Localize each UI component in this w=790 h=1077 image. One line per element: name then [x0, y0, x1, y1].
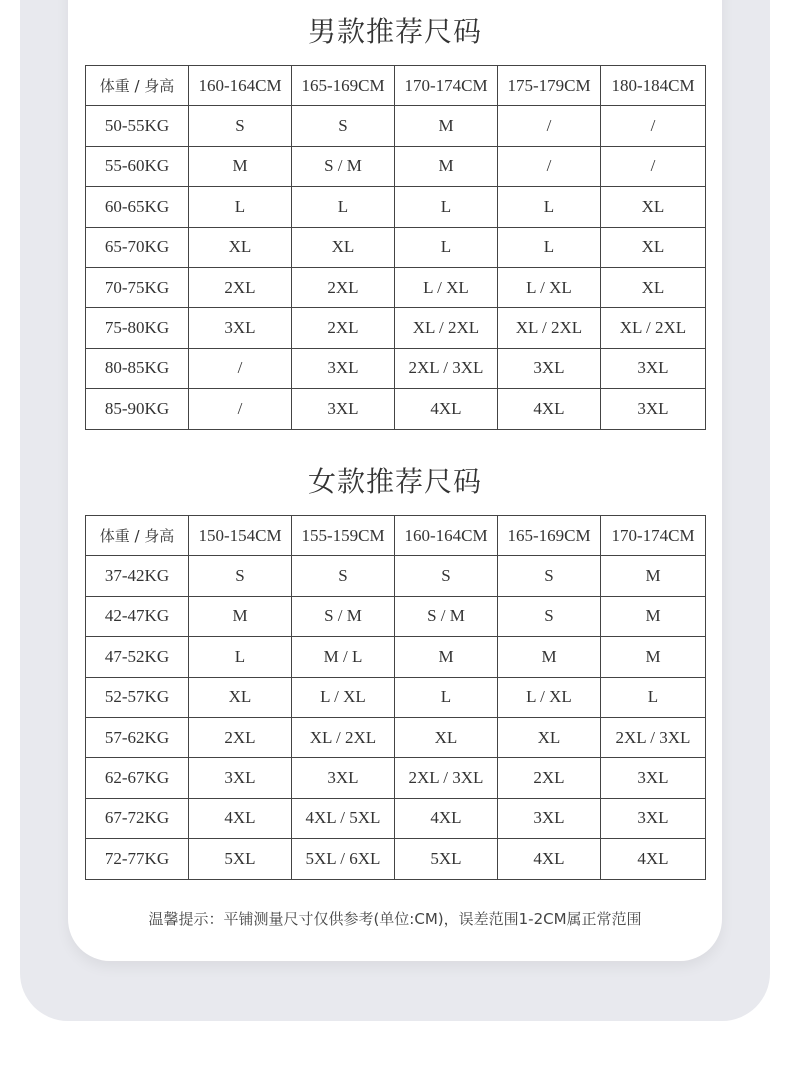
size-cell: / [601, 146, 706, 186]
weight-label: 80-85KG [86, 348, 189, 388]
size-cell: M [395, 146, 498, 186]
size-cell: 3XL [292, 348, 395, 388]
size-cell: 4XL [601, 839, 706, 879]
size-cell: 3XL [498, 348, 601, 388]
size-cell: M [601, 596, 706, 636]
size-cell: 3XL [601, 758, 706, 798]
weight-height-header: 体重 / 身高 [86, 516, 189, 556]
weight-label: 52-57KG [86, 677, 189, 717]
weight-label: 85-90KG [86, 389, 189, 429]
table-row [86, 677, 706, 717]
size-cell: XL / 2XL [395, 308, 498, 348]
size-cell: XL [601, 267, 706, 307]
size-cell: / [498, 106, 601, 146]
size-cell: L [395, 227, 498, 267]
weight-label: 75-80KG [86, 308, 189, 348]
size-cell: XL [189, 227, 292, 267]
size-cell: 2XL [189, 267, 292, 307]
size-cell: 2XL / 3XL [395, 348, 498, 388]
size-cell: XL [601, 227, 706, 267]
size-cell: M [395, 637, 498, 677]
size-cell: M [498, 637, 601, 677]
table-row [86, 556, 706, 596]
weight-label: 67-72KG [86, 798, 189, 838]
men-size-table [85, 65, 706, 430]
table-header-row [86, 516, 706, 556]
size-guide-card [68, 0, 722, 961]
size-cell: L / XL [292, 677, 395, 717]
size-cell: M [189, 596, 292, 636]
size-cell: XL / 2XL [498, 308, 601, 348]
size-cell: S [189, 556, 292, 596]
size-cell: 3XL [601, 798, 706, 838]
measurement-note: 温馨提示：平铺测量尺寸仅供参考(单位:CM)，误差范围1-2CM属正常范围 [148, 910, 642, 928]
table-row [86, 717, 706, 757]
size-cell: L [395, 677, 498, 717]
table-header-row [86, 66, 706, 106]
height-header: 170-174CM [601, 516, 706, 556]
size-cell: 3XL [601, 389, 706, 429]
size-cell: 2XL [189, 717, 292, 757]
height-header: 165-169CM [498, 516, 601, 556]
size-cell: S [498, 596, 601, 636]
size-cell: M [601, 556, 706, 596]
size-cell: L [498, 227, 601, 267]
size-cell: 2XL [498, 758, 601, 798]
size-cell: 3XL [601, 348, 706, 388]
size-cell: / [189, 389, 292, 429]
table-row [86, 348, 706, 388]
height-header: 170-174CM [395, 66, 498, 106]
height-header: 150-154CM [189, 516, 292, 556]
weight-label: 60-65KG [86, 187, 189, 227]
table-row [86, 798, 706, 838]
weight-label: 50-55KG [86, 106, 189, 146]
table-row [86, 758, 706, 798]
size-cell: / [601, 106, 706, 146]
weight-label: 72-77KG [86, 839, 189, 879]
size-cell: S [292, 556, 395, 596]
size-cell: 2XL / 3XL [601, 717, 706, 757]
size-cell: 5XL [395, 839, 498, 879]
men-size-title: 男款推荐尺码 [307, 15, 482, 48]
table-row [86, 839, 706, 879]
table-row [86, 389, 706, 429]
size-cell: L / XL [498, 677, 601, 717]
size-cell: L [292, 187, 395, 227]
size-cell: 4XL [498, 389, 601, 429]
size-cell: S [498, 556, 601, 596]
size-cell: XL [395, 717, 498, 757]
height-header: 180-184CM [601, 66, 706, 106]
size-cell: XL [292, 227, 395, 267]
size-cell: S / M [292, 146, 395, 186]
size-cell: L [601, 677, 706, 717]
size-cell: 2XL [292, 267, 395, 307]
weight-height-header: 体重 / 身高 [86, 66, 189, 106]
table-row [86, 596, 706, 636]
height-header: 165-169CM [292, 66, 395, 106]
table-row [86, 187, 706, 227]
size-cell: XL [189, 677, 292, 717]
size-cell: L / XL [395, 267, 498, 307]
table-row [86, 267, 706, 307]
height-header: 160-164CM [189, 66, 292, 106]
size-cell: S [292, 106, 395, 146]
weight-label: 62-67KG [86, 758, 189, 798]
size-cell: L [395, 187, 498, 227]
size-cell: 2XL / 3XL [395, 758, 498, 798]
size-cell: / [498, 146, 601, 186]
size-cell: L [498, 187, 601, 227]
size-cell: XL [498, 717, 601, 757]
weight-label: 55-60KG [86, 146, 189, 186]
size-cell: L [189, 637, 292, 677]
size-cell: 4XL / 5XL [292, 798, 395, 838]
size-cell: S [189, 106, 292, 146]
size-cell: M [395, 106, 498, 146]
size-cell: S [395, 556, 498, 596]
weight-label: 47-52KG [86, 637, 189, 677]
table-row [86, 146, 706, 186]
table-row [86, 308, 706, 348]
women-size-table [85, 515, 706, 880]
height-header: 160-164CM [395, 516, 498, 556]
size-cell: 4XL [189, 798, 292, 838]
size-cell: / [189, 348, 292, 388]
size-cell: M [601, 637, 706, 677]
size-cell: 5XL / 6XL [292, 839, 395, 879]
size-cell: L [189, 187, 292, 227]
height-header: 175-179CM [498, 66, 601, 106]
women-size-title: 女款推荐尺码 [307, 465, 482, 498]
height-header: 155-159CM [292, 516, 395, 556]
size-cell: 4XL [395, 798, 498, 838]
weight-label: 42-47KG [86, 596, 189, 636]
size-cell: 3XL [498, 798, 601, 838]
size-cell: S / M [395, 596, 498, 636]
size-cell: M [189, 146, 292, 186]
size-cell: XL / 2XL [601, 308, 706, 348]
size-cell: 3XL [292, 758, 395, 798]
weight-label: 70-75KG [86, 267, 189, 307]
size-cell: S / M [292, 596, 395, 636]
size-cell: 3XL [292, 389, 395, 429]
size-cell: 4XL [395, 389, 498, 429]
size-cell: 3XL [189, 308, 292, 348]
weight-label: 37-42KG [86, 556, 189, 596]
size-cell: XL / 2XL [292, 717, 395, 757]
table-row [86, 106, 706, 146]
size-cell: 2XL [292, 308, 395, 348]
size-cell: XL [601, 187, 706, 227]
table-row [86, 637, 706, 677]
size-cell: L / XL [498, 267, 601, 307]
table-row [86, 227, 706, 267]
size-cell: 5XL [189, 839, 292, 879]
weight-label: 57-62KG [86, 717, 189, 757]
size-cell: 3XL [189, 758, 292, 798]
size-cell: M / L [292, 637, 395, 677]
size-cell: 4XL [498, 839, 601, 879]
weight-label: 65-70KG [86, 227, 189, 267]
